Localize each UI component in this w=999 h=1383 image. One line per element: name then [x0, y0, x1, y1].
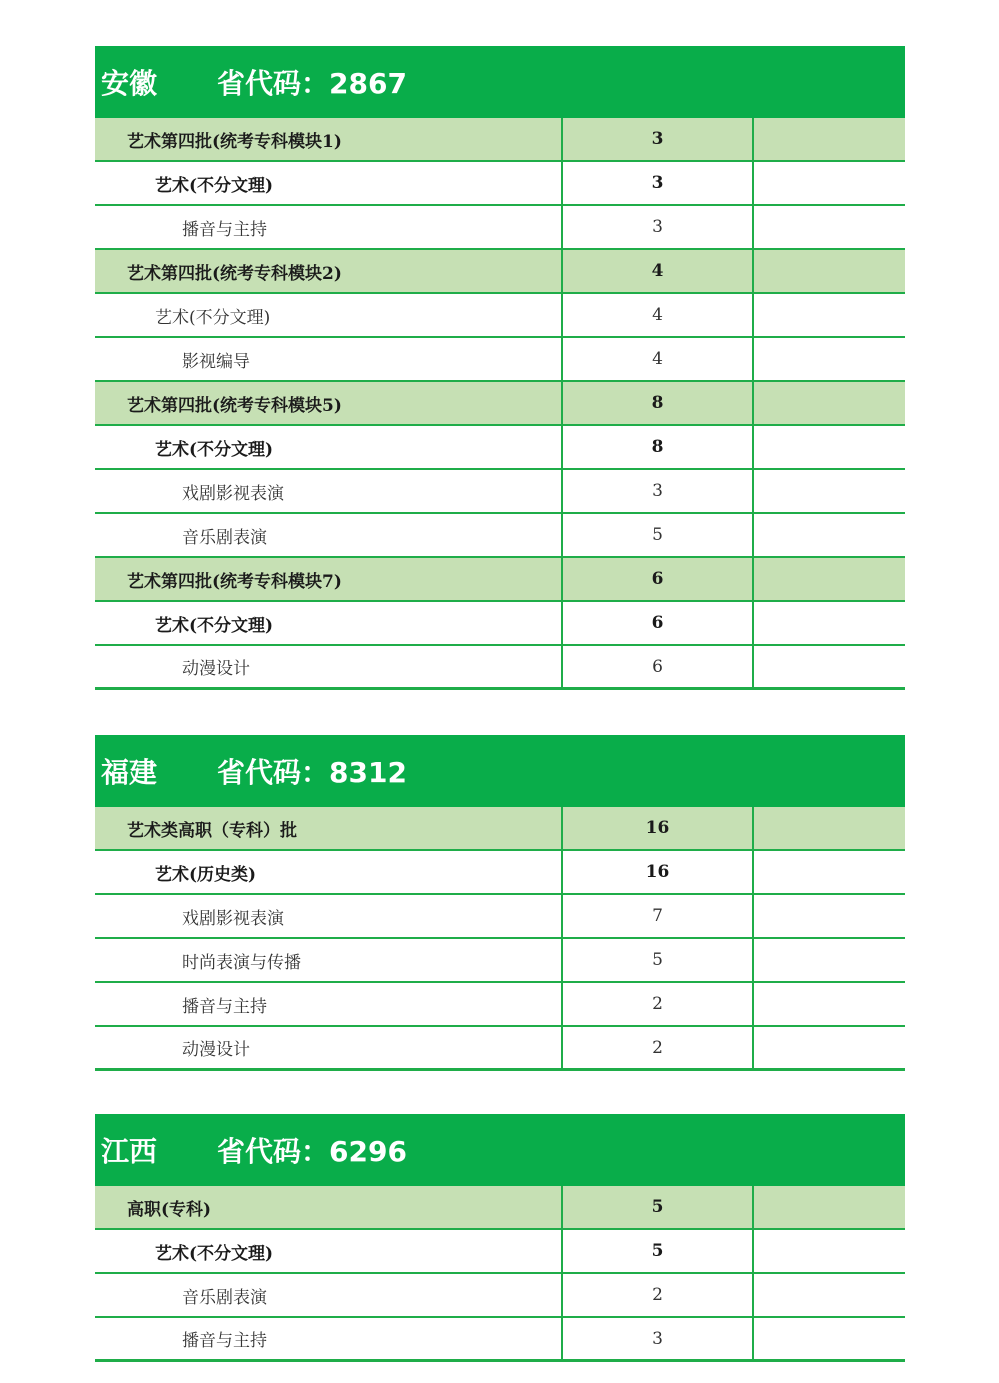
empty-cell [754, 558, 905, 600]
empty-cell [754, 1230, 905, 1272]
quota-value: 5 [563, 939, 754, 981]
category-label: 艺术第四批(统考专科模块5) [95, 382, 563, 424]
table-row [95, 602, 905, 646]
empty-cell [754, 602, 905, 644]
quota-value: 3 [563, 162, 754, 204]
empty-cell [754, 470, 905, 512]
category-label: 戏剧影视表演 [95, 895, 563, 937]
table-row [95, 514, 905, 558]
province-code: 省代码：2867 [217, 67, 407, 100]
category-label: 动漫设计 [95, 1027, 563, 1068]
table-row [95, 338, 905, 382]
province-code: 省代码：8312 [217, 756, 407, 789]
table-row [95, 470, 905, 514]
category-label: 高职(专科) [95, 1186, 563, 1228]
quota-value: 3 [563, 470, 754, 512]
category-label: 艺术(不分文理) [95, 294, 563, 336]
quota-value: 3 [563, 1318, 754, 1359]
category-label: 播音与主持 [95, 983, 563, 1025]
empty-cell [754, 206, 905, 248]
province-header [95, 735, 905, 807]
quota-value: 5 [563, 1186, 754, 1228]
category-label: 戏剧影视表演 [95, 470, 563, 512]
quota-value: 5 [563, 514, 754, 556]
quota-value: 5 [563, 1230, 754, 1272]
table-row [95, 250, 905, 294]
quota-value: 8 [563, 426, 754, 468]
province-name: 江西 [101, 1135, 158, 1168]
empty-cell [754, 118, 905, 160]
empty-cell [754, 1274, 905, 1316]
quota-value: 7 [563, 895, 754, 937]
quota-value: 3 [563, 118, 754, 160]
empty-cell [754, 895, 905, 937]
table-row [95, 558, 905, 602]
table-row [95, 382, 905, 426]
category-label: 艺术类高职（专科）批 [95, 807, 563, 849]
table-row [95, 807, 905, 851]
empty-cell [754, 426, 905, 468]
category-label: 动漫设计 [95, 646, 563, 687]
table-row [95, 1318, 905, 1362]
table-row [95, 206, 905, 250]
quota-value: 8 [563, 382, 754, 424]
province-section [95, 46, 905, 690]
empty-cell [754, 1027, 905, 1068]
empty-cell [754, 1318, 905, 1359]
category-label: 播音与主持 [95, 206, 563, 248]
table-row [95, 426, 905, 470]
province-section [95, 735, 905, 1071]
category-label: 艺术(不分文理) [95, 426, 563, 468]
table-row [95, 1186, 905, 1230]
quota-value: 16 [563, 851, 754, 893]
quota-value: 2 [563, 1027, 754, 1068]
province-name: 安徽 [101, 67, 158, 100]
province-header [95, 1114, 905, 1186]
category-label: 艺术第四批(统考专科模块2) [95, 250, 563, 292]
quota-value: 4 [563, 294, 754, 336]
province-section [95, 1114, 905, 1362]
quota-value: 4 [563, 250, 754, 292]
quota-value: 3 [563, 206, 754, 248]
quota-value: 16 [563, 807, 754, 849]
table-row [95, 1230, 905, 1274]
table-row [95, 983, 905, 1027]
category-label: 艺术(不分文理) [95, 1230, 563, 1272]
table-row [95, 851, 905, 895]
table-row [95, 895, 905, 939]
province-code: 省代码：6296 [217, 1135, 407, 1168]
category-label: 艺术(不分文理) [95, 162, 563, 204]
province-name: 福建 [101, 756, 158, 789]
category-label: 艺术(不分文理) [95, 602, 563, 644]
table-row [95, 294, 905, 338]
empty-cell [754, 382, 905, 424]
table-row [95, 1274, 905, 1318]
quota-value: 4 [563, 338, 754, 380]
quota-value: 6 [563, 558, 754, 600]
table-row [95, 646, 905, 690]
empty-cell [754, 294, 905, 336]
category-label: 艺术第四批(统考专科模块1) [95, 118, 563, 160]
empty-cell [754, 851, 905, 893]
empty-cell [754, 162, 905, 204]
empty-cell [754, 514, 905, 556]
quota-value: 6 [563, 602, 754, 644]
category-label: 时尚表演与传播 [95, 939, 563, 981]
empty-cell [754, 983, 905, 1025]
empty-cell [754, 250, 905, 292]
empty-cell [754, 646, 905, 687]
quota-value: 6 [563, 646, 754, 687]
table-row [95, 1027, 905, 1071]
quota-value: 2 [563, 983, 754, 1025]
province-header [95, 46, 905, 118]
category-label: 艺术(历史类) [95, 851, 563, 893]
category-label: 影视编导 [95, 338, 563, 380]
quota-value: 2 [563, 1274, 754, 1316]
category-label: 音乐剧表演 [95, 1274, 563, 1316]
table-row [95, 118, 905, 162]
category-label: 艺术第四批(统考专科模块7) [95, 558, 563, 600]
category-label: 音乐剧表演 [95, 514, 563, 556]
table-row [95, 162, 905, 206]
empty-cell [754, 1186, 905, 1228]
empty-cell [754, 807, 905, 849]
table-row [95, 939, 905, 983]
category-label: 播音与主持 [95, 1318, 563, 1359]
empty-cell [754, 939, 905, 981]
empty-cell [754, 338, 905, 380]
